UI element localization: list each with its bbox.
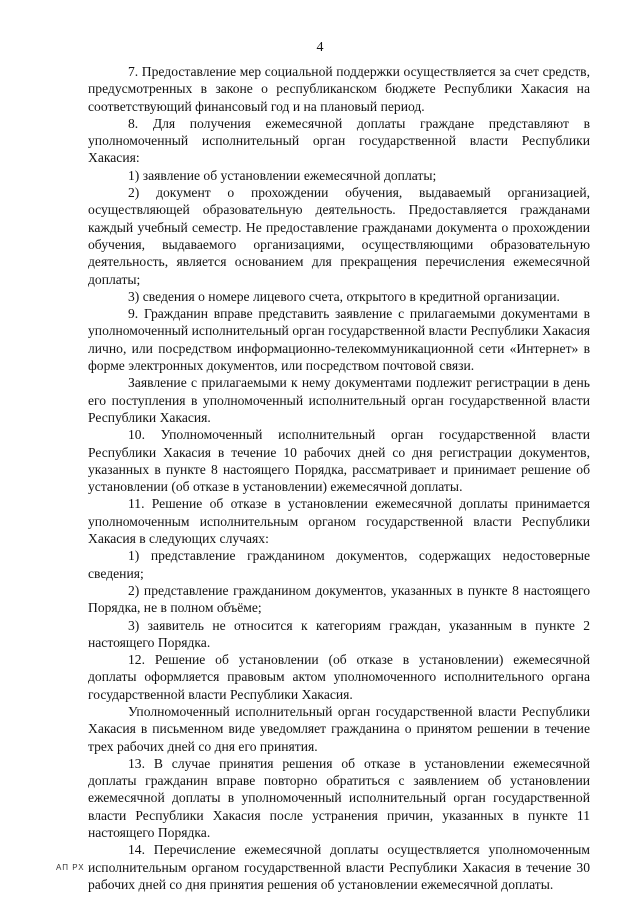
paragraph-14: 14. Перечисление ежемесячной доплаты осуществляется уполномоченным исполнительным органом государственной власти Республики Хакасия в течение 30 рабочих дней со дня принятия решения об установлении ежемесячной доплаты.	[88, 842, 590, 892]
paragraph-10: 10. Уполномоченный исполнительный орган государственной власти Республики Хакасия в течение 10 рабочих дней со дня регистрации документов, указанных в пункте 8 настоящего Порядка, рассматривает и принимает решение об установлении (об отказе в установлении) ежемесячной доплаты.	[88, 427, 590, 495]
paragraph-8-item-1: 1) заявление об установлении ежемесячной доплаты;	[128, 167, 437, 183]
paragraph-7: 7. Предоставление мер социальной поддержки осуществляется за счет средств, предусмотренных в законе о республиканском бюджете Республики Хакасия на соответствующий финансовый год и на плановый период.	[88, 64, 590, 114]
paragraph-11-item-1: 1) представление гражданином документов, содержащих недостоверные сведения;	[88, 548, 590, 581]
paragraph-8-item-3: 3) сведения о номере лицевого счета, открытого в кредитной организации.	[128, 288, 560, 304]
footer-mark: АП РХ	[56, 863, 85, 872]
paragraph-8: 8. Для получения ежемесячной доплаты граждане представляют в уполномоченный исполнительный орган государственной власти Республики Хакасия:	[88, 115, 590, 166]
paragraph-9: 9. Гражданин вправе представить заявление с прилагаемыми документами в уполномоченный исполнительный орган государственной власти Республики Хакасия лично, или посредством информационно-телекоммуникационной сети «Интернет» в форме электронных документов, или посредством почтовой связи.	[88, 306, 590, 374]
paragraph-11-item-3: 3) заявитель не относится к категориям граждан, указанным в пункте 2 настоящего Порядка.	[88, 617, 590, 650]
paragraph-11: 11. Решение об отказе в установлении ежемесячной доплаты принимается уполномоченным исполнительным органом государственной власти Республики Хакасия в следующих случаях:	[88, 496, 590, 547]
page-number: 4	[316, 40, 324, 55]
paragraph-11-item-2: 2) представление гражданином документов, указанных в пункте 8 настоящего Порядка, не в полном объёме;	[88, 582, 590, 616]
paragraph-12-notification: Уполномоченный исполнительный орган государственной власти Республики Хакасия в письменном виде уведомляет гражданина о принятом решении в течение трех рабочих дней со дня его принятия.	[88, 703, 590, 754]
paragraph-8-item-2: 2) документ о прохождении обучения, выдаваемый организацией, осуществляющей образовательную деятельность. Предоставляется гражданами каждый учебный семестр. Не предоставление гражданами документа о прохождении обучения, выдаваемого организациями, осуществляющими образовательную деятельность, является основанием для прекращения перечисления ежемесячной доплаты;	[88, 185, 590, 287]
document-body	[88, 63, 590, 893]
paragraph-12: 12. Решение об установлении (об отказе в установлении) ежемесячной доплаты оформляется правовым актом уполномоченного исполнительного органа государственной власти Республики Хакасия.	[88, 652, 590, 702]
paragraph-9-registration: Заявление с прилагаемыми к нему документами подлежит регистрации в день его поступления в уполномоченный исполнительный орган государственной власти Республики Хакасия.	[88, 375, 590, 425]
paragraph-13: 13. В случае принятия решения об отказе в установлении ежемесячной доплаты гражданин вправе повторно обратиться с заявлением об установлении ежемесячной доплаты в уполномоченный исполнительный орган государственной власти Республики Хакасия после устранения причин, указанных в пункте 11 настоящего Порядка.	[88, 755, 590, 841]
